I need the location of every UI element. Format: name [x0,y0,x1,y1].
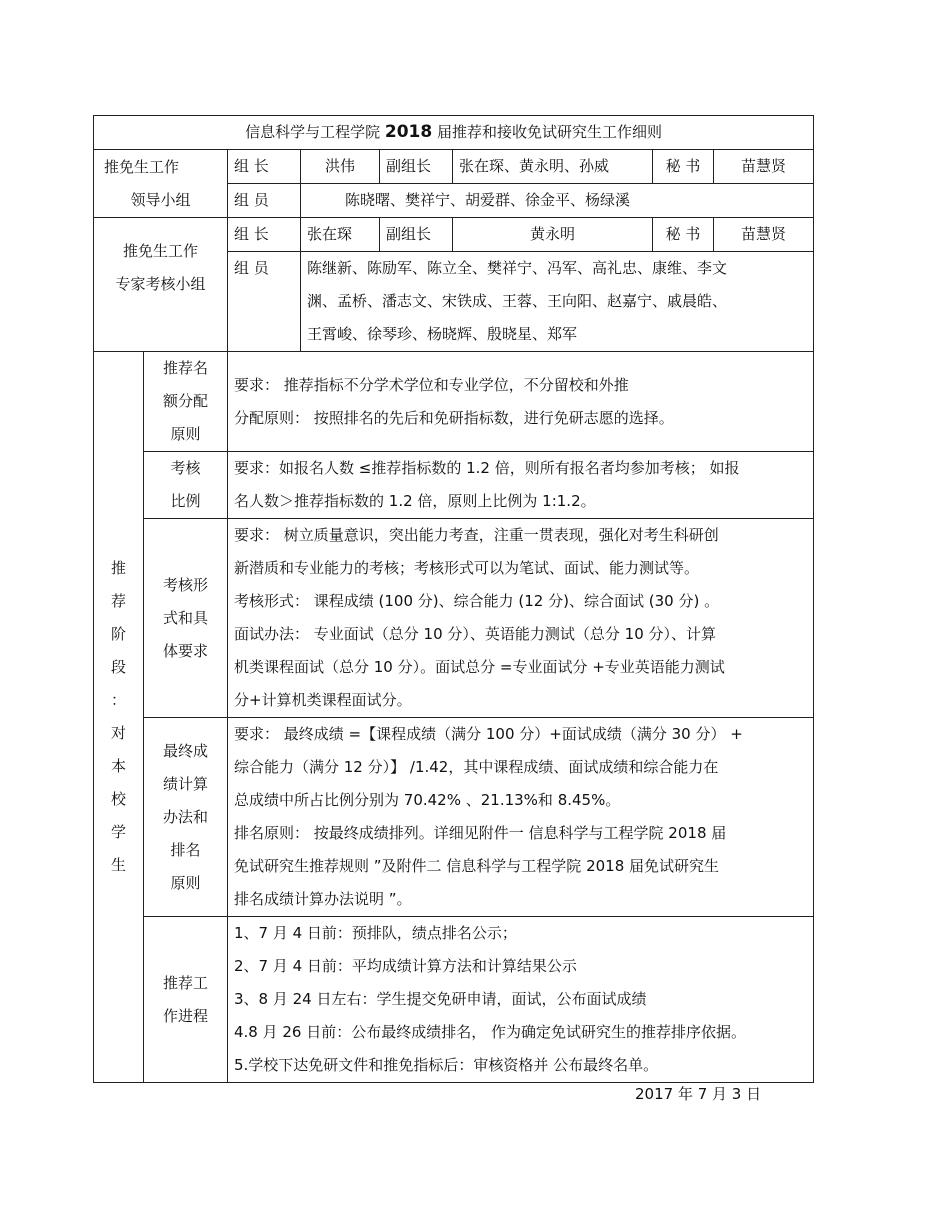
expert-members-line: 王霄峻、徐琴珍、杨晓辉、殷晓星、郑军 [307,325,578,343]
stage-label-char: 推 [110,559,126,577]
leader-group-deputy: 张在琛、黄永明、孙威 [453,150,653,184]
quota-allocation-label [144,352,228,452]
label-line: 绩计算 [162,774,208,793]
expert-group-secretary: 苗慧贤 [714,218,814,252]
content-line: 3、8 月 24 日左右：学生提交免研申请，面试，公布面试成绩 [234,990,647,1008]
assessment-form-label [144,519,228,718]
expert-members-line: 陈继新、陈励军、陈立全、樊祥宁、冯军、高礼忠、康维、李文 [307,259,728,277]
content-line: 5.学校下达免研文件和推免指标后：审核资格并 公布最终名单。 [234,1056,659,1074]
stage-label-char: 对 [110,724,126,742]
label-line: 作进程 [162,1006,208,1025]
final-score-content [228,718,814,917]
content-line: 要求： 推荐指标不分学术学位和专业学位，不分留校和外推 [234,375,629,394]
content-line: 面试办法： 专业面试（总分 10 分）、英语能力测试（总分 10 分）、计算 [234,625,717,643]
title-post: 届推荐和接收免试研究生工作细则 [436,123,662,141]
quota-allocation-content [228,352,814,452]
title-year: 2018 [384,122,433,142]
content-line: 机类课程面试（总分 10 分）。面试总分 =专业面试分 +专业英语能力测试 [234,658,725,676]
expert-group-members [301,252,814,352]
stage-label-char: ： [110,691,126,709]
assessment-form-content [228,519,814,718]
content-line: 排名原则： 按最终成绩排列。详细见附件一 信息科学与工程学院 2018 届 [234,824,727,842]
leader-group-label-line1: 推免生工作 [104,157,180,176]
label-line: 体要求 [162,641,208,660]
schedule-label [144,917,228,1083]
content-line: 分配原则： 按照排名的先后和免研指标数，进行免研志愿的选择。 [234,408,674,427]
stage-label-char: 生 [110,856,126,874]
expert-group-leader: 张在琛 [301,218,380,252]
leader-group-secretary-label: 秘 书 [653,150,714,184]
leader-group-secretary: 苗慧贤 [714,150,814,184]
expert-group-secretary-label: 秘 书 [653,218,714,252]
expert-group-label-line1: 推免生工作 [122,242,198,260]
content-line: 分+计算机类课程面试分。 [234,691,412,709]
label-line: 推荐名 [162,359,208,377]
rules-table [93,115,814,1083]
expert-group-label [94,218,228,352]
stage-label [94,352,144,1083]
stage-label-char: 荐 [110,592,126,610]
schedule-content [228,917,814,1083]
leader-group-members-label: 组 员 [228,184,301,218]
stage-label-char: 学 [110,823,126,841]
label-line: 原则 [170,425,201,443]
label-line: 考核 [170,459,201,477]
expert-members-line: 渊、孟桥、潘志文、宋铁成、王蓉、王向阳、赵嘉宁、戚晨皓、 [307,292,728,310]
table-title [94,116,814,150]
expert-group-members-label: 组 员 [228,252,301,352]
stage-label-char: 校 [110,790,126,808]
stage-label-char: 阶 [110,625,126,643]
assessment-ratio-label [144,452,228,519]
content-line: 1、7 月 4 日前：预排队，绩点排名公示； [234,924,517,942]
label-line: 最终成 [162,741,208,760]
content-line: 总成绩中所占比例分别为 70.42% 、21.13%和 8.45%。 [234,791,621,809]
leader-group-label [94,150,228,218]
leader-group-members: 陈晓曙、樊祥宁、胡爱群、徐金平、杨绿溪 [301,184,814,218]
label-line: 推荐工 [162,973,208,992]
content-line: 综合能力（满分 12 分）】 /1.42，其中课程成绩、面试成绩和综合能力在 [234,758,719,776]
expert-group-leader-label: 组 长 [228,218,301,252]
document-date: 2017 年 7 月 3 日 [635,1085,762,1103]
content-line: 排名成绩计算办法说明 ”。 [234,890,412,908]
leader-group-label-line2: 领导小组 [130,190,191,209]
label-line: 考核形 [162,575,208,594]
label-line: 比例 [170,492,201,510]
content-line: 名人数＞推荐指标数的 1.2 倍，原则上比例为 1:1.2。 [234,492,596,510]
final-score-label [144,718,228,917]
content-line: 4.8 月 26 日前：公布最终成绩排名， 作为确定免试研究生的推荐排序依据。 [234,1023,747,1041]
content-line: 要求： 树立质量意识，突出能力考查，注重一贯表现，强化对考生科研创 [234,526,719,544]
stage-label-char: 段 [110,658,126,676]
leader-group-deputy-label: 副组长 [380,150,453,184]
content-line: 免试研究生推荐规则 ”及附件二 信息科学与工程学院 2018 届免试研究生 [234,857,720,875]
label-line: 式和具 [162,608,208,627]
label-line: 额分配 [162,392,208,410]
content-line: 要求：如报名人数 ≤推荐指标数的 1.2 倍，则所有报名者均参加考核； 如报 [234,459,740,477]
stage-label-char: 本 [110,757,126,775]
label-line: 排名 [170,840,201,859]
label-line: 原则 [170,873,201,892]
leader-group-leader: 洪伟 [301,150,380,184]
label-line: 办法和 [162,807,208,826]
content-line: 新潜质和专业能力的考核；考核形式可以为笔试、面试、能力测试等。 [234,559,700,577]
assessment-ratio-content [228,452,814,519]
expert-group-label-line2: 专家考核小组 [115,275,206,293]
content-line: 考核形式： 课程成绩 (100 分)、综合能力 (12 分)、综合面试 (30 分) 。 [234,592,720,610]
leader-group-leader-label: 组 长 [228,150,301,184]
content-line: 2、7 月 4 日前：平均成绩计算方法和计算结果公示 [234,957,577,975]
content-line: 要求： 最终成绩 =【课程成绩（满分 100 分）+面试成绩（满分 30 分） + [234,725,743,743]
expert-group-deputy-label: 副组长 [380,218,453,252]
title-pre: 信息科学与工程学院 [245,123,381,141]
expert-group-deputy: 黄永明 [453,218,653,252]
